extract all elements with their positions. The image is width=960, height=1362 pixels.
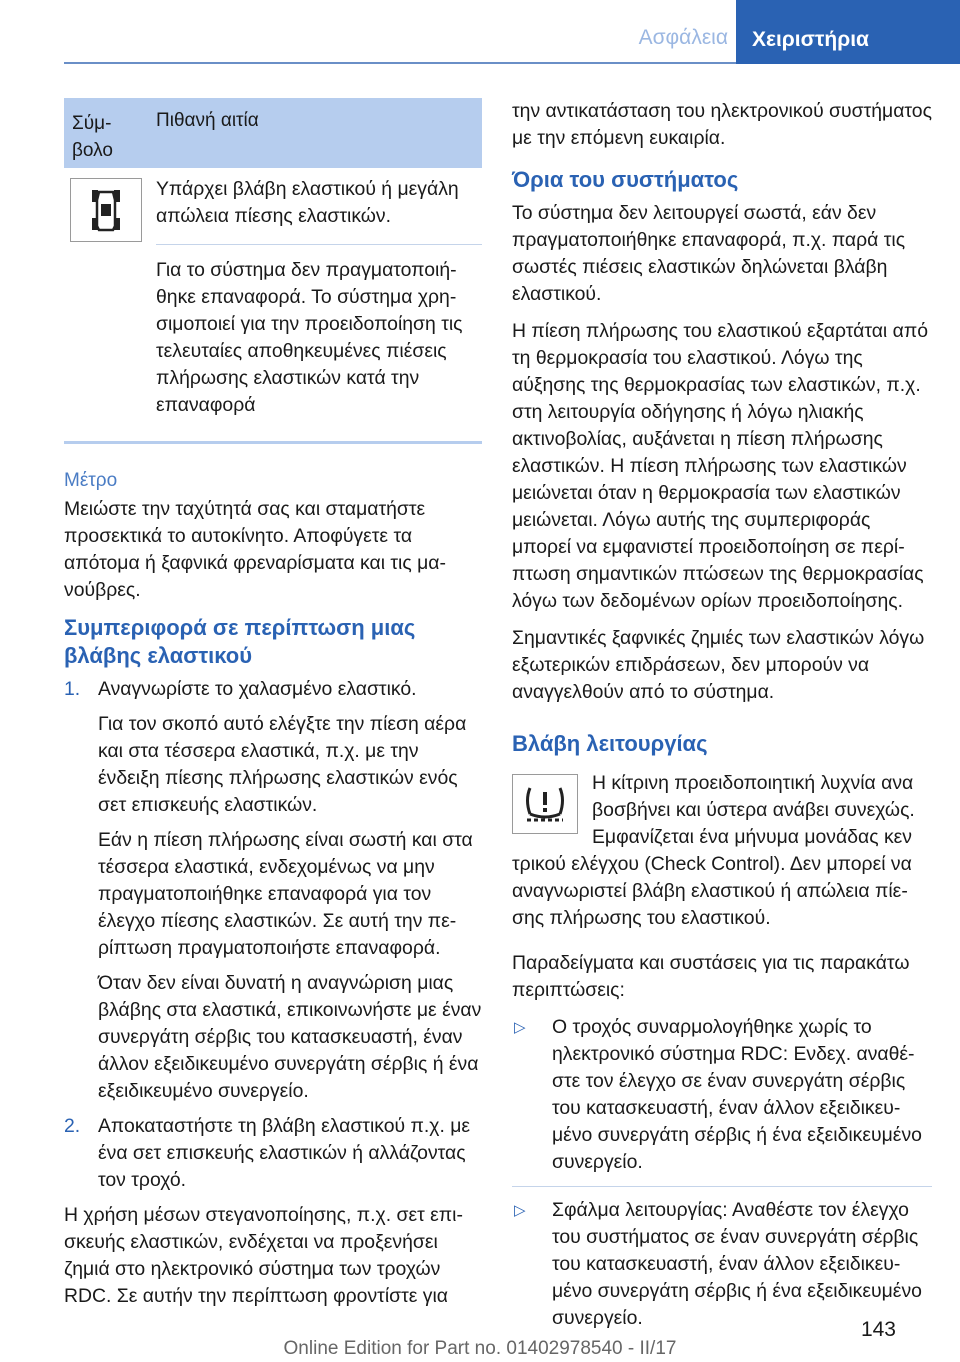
limits-paragraph: Σημαντικές ξαφνικές ζημιές των ελαστικών λόγω εξωτερικών επιδράσεων, δεν μπορούν να αναγγελθούν από το σύστημα. — [512, 627, 925, 703]
header-section: Ασφάλεια — [638, 26, 728, 49]
examples-intro: Παραδείγματα και συστάσεις για τις παρακάτω περιπτώσεις: — [512, 952, 910, 1001]
malfunction-text: βοσβήνει και ύστερα ανάβει συνεχώς. — [592, 799, 915, 821]
right-column — [512, 98, 932, 1340]
malfunction-text: Εμφανίζεται ένα μήνυμα μονάδας κεν — [592, 826, 912, 848]
system-limits-heading: Όρια του συστήματος — [512, 167, 739, 192]
table-end-rule — [64, 441, 482, 444]
malfunction-block — [512, 770, 932, 932]
step-number: 1. — [64, 678, 81, 700]
column-cause-header: Πιθανή αιτία — [156, 110, 259, 131]
cause-table — [64, 98, 482, 444]
step-text: Αναγνωρίστε το χαλασμένο ελαστικό. — [98, 678, 417, 700]
cause-2: Για το σύστημα δεν πραγματοποιήθηκε επαναφορά. Το σύστημα χρησιμοποιεί για την προειδοποίηση τις τελευταίες αποθηκευμένες πιέσεις πλήρωσης ελαστικών κατά την επαναφορά — [156, 259, 463, 416]
examples-list — [512, 1014, 932, 1332]
triangle-bullet-icon: ▷ — [514, 1202, 526, 1219]
list-item — [512, 1014, 932, 1176]
limits-paragraph: Η πίεση πλήρωσης του ελαστικού εξαρτάται από τη θερμοκρασία του ελαστικού. Λόγω της αύξησης της θερμοκρασίας των ελαστικών, π.χ. στη λειτουργία οδήγησης ή λόγω ηλιακής ακτινοβολίας, αυξάνεται η πίεση πλήρωσης ελαστικών. Η πίεση πλήρωσης των ελαστικών μειώνεται όταν η θερμοκρασία των ελαστικών μειώνεται. Λόγω αυτής της συμπεριφοράς μπορεί να εμφανιστεί προειδοποίηση σε περίπτωση σημαντικών πτώσεων της θερμοκρασίας λόγω των δεδομένων ορίων προειδοποίησης. — [512, 320, 928, 612]
step-text: Όταν δεν είναι δυνατή η αναγνώριση μιας βλάβης στα ελαστικά, επικοινωνήστε με έναν συνεργάτη σέρβις του κατασκευαστή, έναν άλλον εξειδικευμένο συνεργάτη σέρβις ή ένα εξειδικευμένο συνεργείο. — [98, 972, 482, 1102]
column-symbol-header: Σύμ- βολο — [72, 113, 113, 161]
sealant-note: Η χρήση μέσων στεγανοποίησης, π.χ. σετ επισκευής ελαστικών, ενδέχεται να προξενήσει ζημιά στο ηλεκτρονικό σύστημα των τροχών RDC. Σε αυτήν την περίπτωση φροντίστε για — [64, 1204, 463, 1307]
car-tires-icon — [70, 178, 142, 242]
malfunction-text: Η κίτρινη προειδοποιητική λυχνία ανα — [592, 772, 914, 794]
bullet-text: Ο τροχός συναρμολογήθηκε χωρίς το ηλεκτρονικό σύστημα RDC: Ενδεχ. αναθέστε τον έλεγχο σε έναν συνεργάτη σέρβις του κατασκευαστή, έναν άλλον εξειδικευμένο συνεργάτη σέρβις ή ένα εξειδικευμένο συνεργείο. — [552, 1016, 922, 1173]
list-item — [64, 1113, 482, 1194]
tire-pressure-warning-icon — [512, 774, 578, 834]
measure-heading: Μέτρο — [64, 470, 118, 491]
malfunction-heading: Βλάβη λειτουργίας — [512, 731, 708, 756]
bullet-text: Σφάλμα λειτουργίας: Αναθέστε τον έλεγχο του συστήματος σε έναν συνεργάτη σέρβις του κατασκευαστή, έναν άλλον εξειδικευμένο συνεργάτη σέρβις ή ένα εξειδικευμένο συνεργείο. — [552, 1199, 922, 1329]
cause-1: Υπάρχει βλάβη ελαστικού ή μεγάλη απώλεια πίεσης ελαστικών. — [156, 176, 482, 245]
edition-footer: Online Edition for Part no. 01402978540 - II/17 — [283, 1338, 677, 1359]
steps-list — [64, 676, 482, 1194]
tire-failure-heading: Συμπεριφορά σε περίπτωση μιας βλάβης ελαστικού — [64, 615, 416, 668]
limits-paragraph: Το σύστημα δεν λειτουργεί σωστά, εάν δεν πραγματοποιήθηκε επαναφορά, π.χ. παρά τις σωστές πιέσεις ελαστικών δηλώνεται βλάβη ελαστικού. — [512, 202, 906, 305]
page-number: 143 — [860, 1318, 896, 1341]
measure-text: Μειώστε την ταχύτητά σας και σταματήστε προσεκτικά το αυτοκίνητο. Αποφύγετε τα απότομα ή ξαφνικά φρεναρίσματα και τις μανούβρες. — [64, 498, 446, 601]
left-column — [64, 98, 482, 1320]
triangle-bullet-icon: ▷ — [514, 1019, 526, 1036]
step-text: Για τον σκοπό αυτό ελέγξτε την πίεση αέρα και στα τέσσερα ελαστικά, π.χ. με την ένδειξη πίεσης πλήρωσης ελαστικών ενός σετ επισκευής ελαστικών. — [98, 713, 467, 816]
table-row — [64, 168, 482, 419]
header-chapter-tab: Χειριστήρια — [736, 0, 960, 64]
step-number: 2. — [64, 1115, 81, 1137]
list-item — [512, 1197, 932, 1332]
list-item — [64, 676, 482, 1105]
table-header — [64, 98, 482, 168]
continued-text: την αντικατάσταση του ηλεκτρονικού συστήματος με την επόμενη ευκαιρία. — [512, 100, 932, 149]
step-text: Εάν η πίεση πλήρωσης είναι σωστή και στα τέσσερα ελαστικά, ενδεχομένως να μην πραγματοποιήθηκε επαναφορά για τον έλεγχο πίεσης ελαστικών. Σε αυτή την περίπτωση πραγματοποιήστε επαναφορά. — [98, 829, 473, 959]
malfunction-text: τρικού ελέγχου (Check Control). Δεν μπορεί να αναγνωριστεί βλάβη ελαστικού ή απώλεια πίεσης πλήρωσης του ελαστικού. — [512, 853, 912, 929]
step-text: Αποκαταστήστε τη βλάβη ελαστικού π.χ. με ένα σετ επισκευής ελαστικών ή αλλάζοντας τον τροχό. — [98, 1115, 471, 1191]
bullet-divider — [512, 1186, 932, 1187]
